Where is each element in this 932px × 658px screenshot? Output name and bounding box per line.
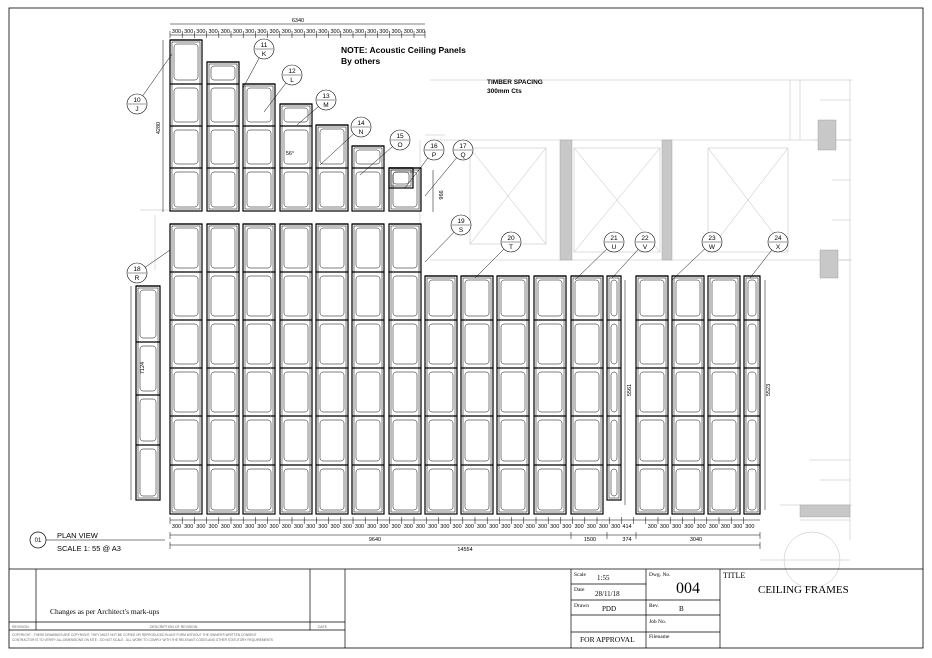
rev-header-left: REVISION <box>12 625 29 629</box>
main-frame-col-5 <box>316 224 348 514</box>
frame-number: 17 <box>459 143 467 150</box>
frame-callout-r <box>127 250 170 283</box>
dim-374-text: 374 <box>622 537 632 543</box>
frame-number: 19 <box>457 218 465 225</box>
right-frame-col-1 <box>425 276 457 514</box>
small-frame-p <box>389 168 413 188</box>
dim-spacing-text: 300 <box>611 524 621 530</box>
main-frame-col-6 <box>352 224 384 514</box>
dim-top-total-text: 6340 <box>291 18 305 24</box>
dim-left-height-text: 4280 <box>156 121 162 135</box>
frame-letter: X <box>775 244 781 251</box>
dim-spacing-text: 300 <box>367 524 377 530</box>
frame-letter: U <box>611 244 617 251</box>
dim-spacing-text: 300 <box>330 29 340 35</box>
frame-callout-m <box>297 90 336 125</box>
frame-number: 10 <box>133 97 141 104</box>
left-frame-r <box>136 286 160 500</box>
frame-number: 16 <box>430 143 438 150</box>
view-label <box>30 531 165 553</box>
frame-callout-n <box>320 117 371 165</box>
dim-spacing-text: 300 <box>171 29 182 35</box>
frame-number: 14 <box>357 120 365 127</box>
dim-966-text: 966 <box>439 190 445 200</box>
rev-header-right: DATE <box>318 625 328 629</box>
dim-spacing-text: 300 <box>476 524 487 530</box>
copyright-line1: COPYRIGHT - THESE DRAWINGS ARE COPYRIGHT. THEY MUST NOT BE COPIED OR REPRODUCED IN ANY FORM WITHOUT THE OWNER'S WRITTEN CONSENT <box>12 633 257 637</box>
right-frame-col-4 <box>534 276 566 514</box>
dim-left-panel-text: 7124 <box>140 361 146 375</box>
dim-spacing-text: 300 <box>513 524 523 530</box>
dim-spacing-text: 300 <box>257 524 267 530</box>
frame-letter: N <box>358 129 364 136</box>
dim-spacing-text: 300 <box>672 524 682 530</box>
dim-spacing-text: 300 <box>415 524 426 530</box>
dim-5561-text: 5561 <box>627 383 633 397</box>
dim-spacing-text: 300 <box>245 29 255 35</box>
frame-number: 18 <box>133 266 141 273</box>
frame-number: 24 <box>774 235 782 242</box>
upper-frame-col-6 <box>352 146 384 211</box>
ceiling-frames <box>136 40 760 514</box>
job-label: Job No. <box>649 619 667 625</box>
far-frame-col-1 <box>636 276 668 514</box>
frame-number: 12 <box>288 68 296 75</box>
dim-spacing-text: 300 <box>220 29 230 35</box>
dim-spacing-text: 300 <box>245 524 255 530</box>
dim-spacing-text: 300 <box>391 524 401 530</box>
dim-spacing-text: 300 <box>379 29 389 35</box>
dim-spacing-text: 300 <box>184 29 194 35</box>
frame-number: 11 <box>260 42 268 49</box>
dim-414-text: 414 <box>622 524 632 530</box>
dim-spacing-text: 300 <box>184 524 194 530</box>
frame-callout-w <box>672 232 722 280</box>
main-frame-col-2 <box>207 224 239 514</box>
frame-letter: R <box>134 275 140 282</box>
dim-spacing-text: 300 <box>232 29 243 35</box>
drawing-title: CEILING FRAMES <box>758 584 849 596</box>
dim-spacing-text: 300 <box>659 524 670 530</box>
right-frame-col-2 <box>461 276 493 514</box>
dim-spacing-text: 300 <box>318 524 328 530</box>
timber-spacing-value: 300mm Cts <box>487 88 522 95</box>
dim-spacing-text: 300 <box>208 29 218 35</box>
upper-frame-col-7 <box>389 168 421 211</box>
dim-spacing-text: 300 <box>501 524 511 530</box>
dim-spacing-text: 300 <box>367 29 377 35</box>
upper-frame-col-1 <box>170 40 202 211</box>
dim-spacing-text: 300 <box>745 524 755 530</box>
view-number: 01 <box>34 538 42 544</box>
filename-label: Filename <box>649 634 670 640</box>
dim-spacing-text: 300 <box>489 524 499 530</box>
dim-spacing-text: 300 <box>196 524 206 530</box>
dim-spacing-text: 300 <box>696 524 706 530</box>
dim-spacing-text: 300 <box>257 29 267 35</box>
dim-spacing-text: 300 <box>306 524 316 530</box>
frame-letter: V <box>642 244 648 251</box>
right-frame-col-5 <box>571 276 603 514</box>
dim-spacing-text: 300 <box>403 29 413 35</box>
dim-spacing-text: 300 <box>269 29 279 35</box>
scale-label: Scale <box>574 572 586 578</box>
rev-label: Rev. <box>649 603 659 609</box>
rev-value: B <box>679 605 684 613</box>
frame-callout-j <box>127 54 172 114</box>
dim-spacing-text: 300 <box>708 524 718 530</box>
dim-spacing-text: 300 <box>269 524 279 530</box>
drawn-value: PDD <box>602 605 617 613</box>
date-value: 28/11/18 <box>595 590 620 598</box>
frame-number: 22 <box>641 235 649 242</box>
main-frame-col-7 <box>389 224 421 514</box>
drawn-label: Drawn <box>574 603 589 609</box>
copyright-line2: CONTRACTOR IS TO VERIFY ALL DIMENSIONS ON SITE - DO NOT SCALE - ALL WORK TO COMPLY WITH THE RELEVANT CODES AND OTHER STATUTORY REQUIREMENTS <box>12 638 274 642</box>
dim-spacing-text: 300 <box>232 524 243 530</box>
dim-spacing-text: 300 <box>550 524 560 530</box>
dim-spacing-text: 300 <box>281 524 291 530</box>
dim-spacing-text: 300 <box>354 29 365 35</box>
note-line1: NOTE: Acoustic Ceiling Panels <box>341 45 466 55</box>
dim-spacing-text: 300 <box>342 29 352 35</box>
dim-spacing-text: 300 <box>354 524 365 530</box>
upper-frame-col-4 <box>280 104 312 211</box>
upper-frame-col-3 <box>243 84 275 211</box>
frame-letter: L <box>290 77 294 84</box>
dim-angle-text: 56° <box>285 151 295 157</box>
upper-frame-col-5 <box>316 125 348 211</box>
dim-1500-text: 1500 <box>583 537 597 543</box>
main-frame-col-4 <box>280 224 312 514</box>
frame-letter: O <box>397 142 403 149</box>
dim-spacing-text: 300 <box>598 524 609 530</box>
note-line2: By others <box>341 56 381 66</box>
frame-letter: Q <box>460 152 466 159</box>
view-title: PLAN VIEW <box>57 531 98 540</box>
dim-spacing-text: 300 <box>464 524 474 530</box>
dwg-number: 004 <box>676 580 700 597</box>
dim-spacing-text: 300 <box>525 524 535 530</box>
dim-spacing-text: 300 <box>196 29 206 35</box>
title-label: TITLE <box>723 571 746 580</box>
frame-callout-x <box>750 232 788 278</box>
dim-3040-text: 3040 <box>689 537 703 543</box>
right-frame-col-3 <box>497 276 529 514</box>
dim-total-text: 14554 <box>457 547 473 553</box>
frame-callout-t <box>475 232 521 278</box>
dim-5523-text: 5523 <box>766 383 772 397</box>
far-frame-col-end <box>744 276 760 514</box>
approval-status: FOR APPROVAL <box>580 635 635 644</box>
dim-spacing-text: 300 <box>440 524 450 530</box>
dim-spacing-text: 300 <box>342 524 352 530</box>
dim-spacing-text: 300 <box>293 524 304 530</box>
dim-spacing-text: 300 <box>684 524 694 530</box>
dim-spacing-text: 300 <box>537 524 548 530</box>
dim-spacing-text: 300 <box>403 524 413 530</box>
dim-spacing-text: 300 <box>391 29 401 35</box>
frame-number: 20 <box>507 235 515 242</box>
main-frame-col-3 <box>243 224 275 514</box>
dim-spacing-text: 300 <box>562 524 572 530</box>
frame-callout-k <box>243 39 274 88</box>
dim-spacing-text: 300 <box>379 524 389 530</box>
view-scale: SCALE 1: 55 @ A3 <box>57 544 121 553</box>
dim-spacing-text: 300 <box>586 524 596 530</box>
frame-number: 23 <box>708 235 716 242</box>
timber-spacing-title: TIMBER SPACING <box>487 79 543 86</box>
far-frame-col-2 <box>672 276 704 514</box>
frame-letter: J <box>135 106 139 113</box>
dim-spacing-text: 300 <box>452 524 462 530</box>
frame-letter: K <box>261 51 267 58</box>
rev-header-mid: DESCRIPTION OF REVISION <box>150 625 198 629</box>
dwg-label: Dwg. No. <box>649 572 671 578</box>
dim-spacing-text: 300 <box>306 29 316 35</box>
dim-spacing-text: 300 <box>330 524 340 530</box>
dim-spacing-text: 300 <box>647 524 657 530</box>
frame-number: 13 <box>322 93 330 100</box>
frame-letter: T <box>509 244 513 251</box>
frame-number: 15 <box>396 133 404 140</box>
dim-spacing-text: 300 <box>281 29 291 35</box>
dim-spacing-text: 300 <box>428 524 438 530</box>
dim-9640-text: 9640 <box>368 537 382 543</box>
frame-number: 21 <box>610 235 618 242</box>
date-label: Date <box>574 587 585 593</box>
frame-letter: W <box>708 244 716 251</box>
frame-callouts <box>127 39 788 283</box>
dim-spacing-text: 300 <box>318 29 328 35</box>
narrow-frame-col <box>607 276 621 500</box>
frame-letter: S <box>458 227 464 234</box>
frame-letter: P <box>431 152 437 159</box>
dim-spacing-text: 300 <box>733 524 743 530</box>
dim-spacing-text: 300 <box>720 524 731 530</box>
frame-letter: M <box>323 102 329 109</box>
dim-spacing-text: 300 <box>171 524 182 530</box>
upper-frame-col-2 <box>207 62 239 211</box>
dim-spacing-text: 300 <box>415 29 426 35</box>
dim-spacing-text: 300 <box>220 524 230 530</box>
far-frame-col-3 <box>708 276 740 514</box>
dim-spacing-text: 300 <box>574 524 584 530</box>
scale-value: 1:55 <box>597 574 610 582</box>
revision-note: Changes as per Architect's mark-ups <box>50 607 160 616</box>
dim-spacing-text: 300 <box>208 524 218 530</box>
main-frame-col-1 <box>170 224 202 514</box>
dim-spacing-text: 300 <box>293 29 304 35</box>
frame-callout-s <box>425 215 471 262</box>
